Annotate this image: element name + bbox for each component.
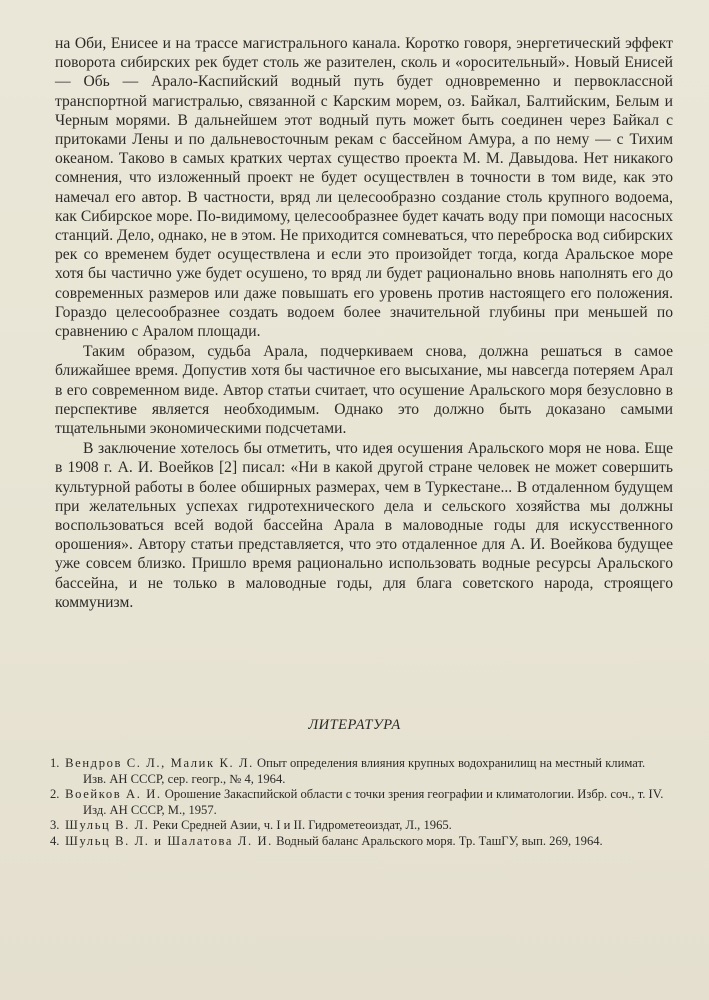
- reference-list: [50, 756, 668, 849]
- reference-item: 2. Воейков А. И. Орошение Закаспийской области с точки зрения географии и климатологии. Избр. соч., т. IV. Изд. АН СССР, М., 1957.: [50, 787, 664, 817]
- paragraph-2: Таким образом, судьба Арала, подчеркиваем снова, должна решаться в самое ближайшее время. Допустив хотя бы частичное его высыхание, мы навсегда потеряем Арал в его современном виде. Автор статьи считает, что осушение Аральского моря безусловно в перспективе является необходимым. Однако это должно быть доказано самыми тщательными экономическими подсчетами.: [55, 343, 673, 438]
- reference-authors: Шульц В. Л. и Шалатова Л. И.: [65, 833, 273, 848]
- reference-item: 4. Шульц В. Л. и Шалатова Л. И. Водный баланс Аральского моря. Тр. ТашГУ, вып. 269, 1964.: [50, 833, 603, 848]
- article-body: [55, 34, 673, 612]
- reference-authors: Шульц В. Л.: [65, 818, 150, 832]
- reference-text: Опыт определения влияния крупных водохранилищ на местный климат. Изв. АН СССР, сер. геогр., № 4, 1964.: [83, 756, 646, 786]
- reference-item: 3. Шульц В. Л. Реки Средней Азии, ч. I и II. Гидрометеоиздат, Л., 1965.: [50, 818, 452, 832]
- literature-heading: ЛИТЕРАТУРА: [308, 717, 401, 733]
- paragraph-3: В заключение хотелось бы отметить, что идея осушения Аральского моря не нова. Еще в 1908 г. А. И. Воейков [2] писал: «Ни в какой другой стране человек не может совершить культурной работы в более обширных размерах, чем в Туркестане... В отдаленном будущем при желательных успехах гидротехнического дела и сельского хозяйства мы должны воспользоваться всей водой бассейна Арала в маловодные годы для искусственного орошения». Автору статьи представляется, что это отдаленное для А. И. Воейкова будущее уже совсем близко. Пришло время рационально использовать водные ресурсы Аральского бассейна, и не только в маловодные годы, для блага советского народа, строящего коммунизм.: [55, 440, 673, 611]
- reference-item: 1. Вендров С. Л., Малик К. Л. Опыт определения влияния крупных водохранилищ на местный климат. Изв. АН СССР, сер. геогр., № 4, 1964.: [50, 756, 646, 786]
- reference-text: Орошение Закаспийской области с точки зрения географии и климатологии. Избр. соч., т. IV. Изд. АН СССР, М., 1957.: [83, 787, 664, 817]
- reference-text: Водный баланс Аральского моря. Тр. ТашГУ, вып. 269, 1964.: [272, 833, 603, 848]
- reference-authors: Вендров С. Л., Малик К. Л.: [65, 756, 254, 770]
- reference-authors: Воейков А. И.: [65, 787, 162, 801]
- reference-text: Реки Средней Азии, ч. I и II. Гидрометеоиздат, Л., 1965.: [149, 818, 452, 832]
- paragraph-1: на Оби, Енисее и на трассе магистрального канала. Коротко говоря, энергетический эффект поворота сибирских рек будет столь же разителен, сколь и «оросительный». Новый Енисей — Обь — Арало-Каспийский водный путь будет одновременно и первоклассной транспортной магистралью, связанной с Карским морем, оз. Байкал, Балтийским, Белым и Черным морями. В дальнейшем этот водный путь может быть соединен через Байкал с притоками Лены и по дальневосточным рекам с бассейном Амура, а по нему — с Тихим океаном. Таково в самых кратких чертах существо проекта М. М. Давыдова. Нет никакого сомнения, что изложенный проект не будет осуществлен в точности в том виде, как это намечал его автор. В частности, вряд ли целесообразно создание столь крупного водоема, как Сибирское море. По-видимому, целесообразнее будет качать воду при помощи насосных станций. Дело, однако, не в этом. Не приходится сомневаться, что переброска вод сибирских рек со временем будет осуществлена и если это произойдет тогда, когда Аральское море хотя бы частично уже будет осушено, то вряд ли будет рационально вновь наполнять его до современных размеров или даже повышать его уровень против настоящего его положения. Гораздо целесообразнее создать водоем более значительной глубины при меньшей по сравнению с Аралом площади.: [55, 35, 673, 341]
